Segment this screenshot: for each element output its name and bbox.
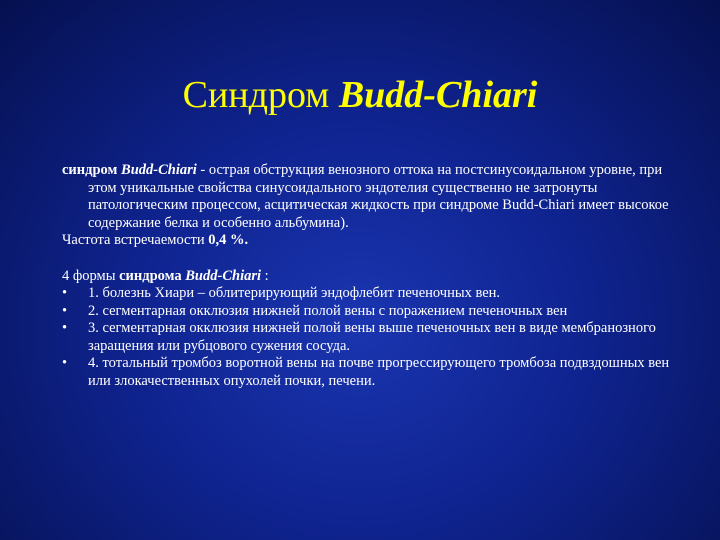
forms-intro — [62, 268, 687, 286]
definition-lead: синдром — [62, 162, 118, 178]
definition-paragraph — [62, 162, 687, 232]
frequency-label: Частота встречаемости — [62, 232, 209, 248]
definition-text: - острая обструкция венозного оттока на постсинусоидальном уровне, при этом уникальные свойства синусоидального эндотелия существенно не затронуты патологическим процессом, асцитическая жидкость при синдроме Budd-Chiari имеет высокое содержание белка и особенно альбумина). — [88, 162, 669, 231]
forms-intro-plain: 4 формы — [62, 267, 120, 284]
bullet-icon: • — [62, 320, 68, 336]
list-item-text: 3. сегментарная окклюзия нижней полой вены выше печеночных вен в виде мембранозного заращения или рубцового сужения сосуда. — [88, 320, 656, 354]
slide-title — [0, 72, 720, 118]
frequency-value: 0,4 %. — [208, 232, 249, 248]
list-item-text: 1. болезнь Хиари – облитерирующий эндофлебит печеночных вен. — [88, 285, 501, 301]
title-plain: Синдром — [182, 74, 330, 116]
list-item — [62, 303, 687, 321]
forms-intro-bold: синдрома — [119, 267, 186, 284]
frequency-line — [62, 232, 687, 250]
bullet-icon: • — [62, 355, 68, 371]
spacer — [62, 250, 687, 268]
list-item — [62, 355, 687, 390]
list-item — [62, 320, 687, 355]
forms-list — [62, 285, 687, 390]
bullet-icon: • — [62, 302, 68, 319]
slide-body — [62, 162, 687, 390]
title-italic: Budd-Chiari — [338, 74, 538, 116]
list-item — [62, 285, 687, 303]
list-item-text: 2. сегментарная окклюзия нижней полой вены с поражением печеночных вен — [88, 302, 568, 319]
definition-lead-italic: Budd-Chiari — [121, 162, 197, 178]
bullet-icon: • — [62, 285, 68, 301]
forms-intro-tail: : — [261, 267, 269, 284]
forms-intro-italic: Budd-Chiari — [185, 267, 262, 284]
list-item-text: 4. тотальный тромбоз воротной вены на почве прогрессирующего тромбоза подвздошных вен или злокачественных опухолей почки, печени. — [88, 355, 670, 389]
